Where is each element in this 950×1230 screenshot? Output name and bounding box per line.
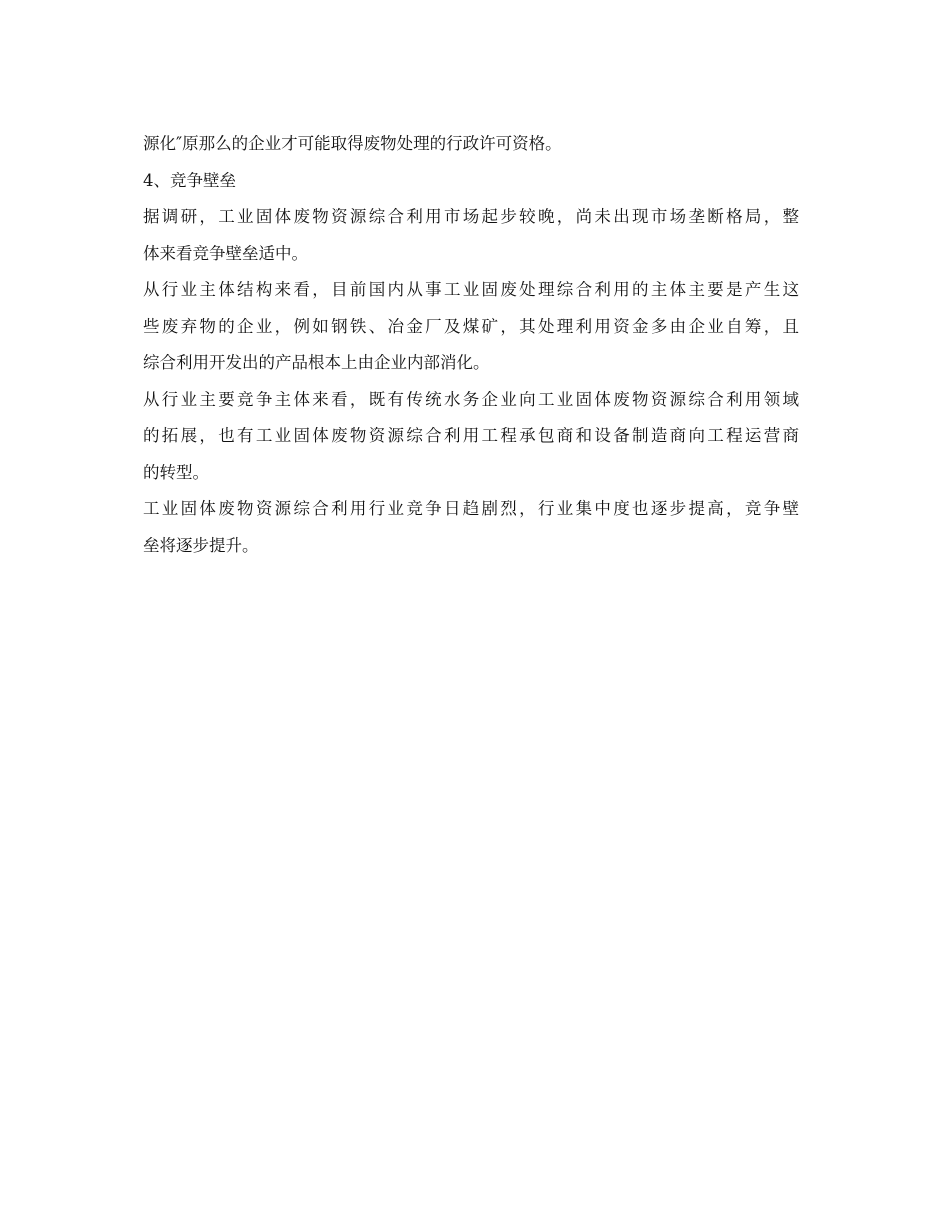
text-line: 垒将逐步提升。 xyxy=(143,535,259,555)
section-heading: 4、竞争壁垒 xyxy=(143,170,236,190)
text-line: 体来看竞争壁垒适中。 xyxy=(143,243,308,263)
document-body xyxy=(143,126,799,564)
text-line: 的转型。 xyxy=(143,462,209,482)
text-line: 些废弃物的企业，例如钢铁、冶金厂及煤矿，其处理利用资金多由企业自筹，且 xyxy=(143,316,799,336)
text-line-continuation: 源化″原那么的企业才可能取得废物处理的行政许可资格。 xyxy=(143,134,562,153)
text-line: 从行业主体结构来看，目前国内从事工业固废处理综合利用的主体主要是产生这 xyxy=(143,280,799,299)
text-line: 综合利用开发出的产品根本上由企业内部消化。 xyxy=(143,353,490,372)
text-line: 从行业主要竞争主体来看，既有传统水务企业向工业固体废物资源综合利用领域 xyxy=(143,389,799,409)
text-line: 工业固体废物资源综合利用行业竞争日趋剧烈，行业集中度也逐步提高，竞争壁 xyxy=(143,499,799,518)
text-line: 的拓展，也有工业固体废物资源综合利用工程承包商和设备制造商向工程运营商 xyxy=(143,426,799,445)
text-line: 据调研，工业固体废物资源综合利用市场起步较晚，尚未出现市场垄断格局，整 xyxy=(143,207,799,226)
